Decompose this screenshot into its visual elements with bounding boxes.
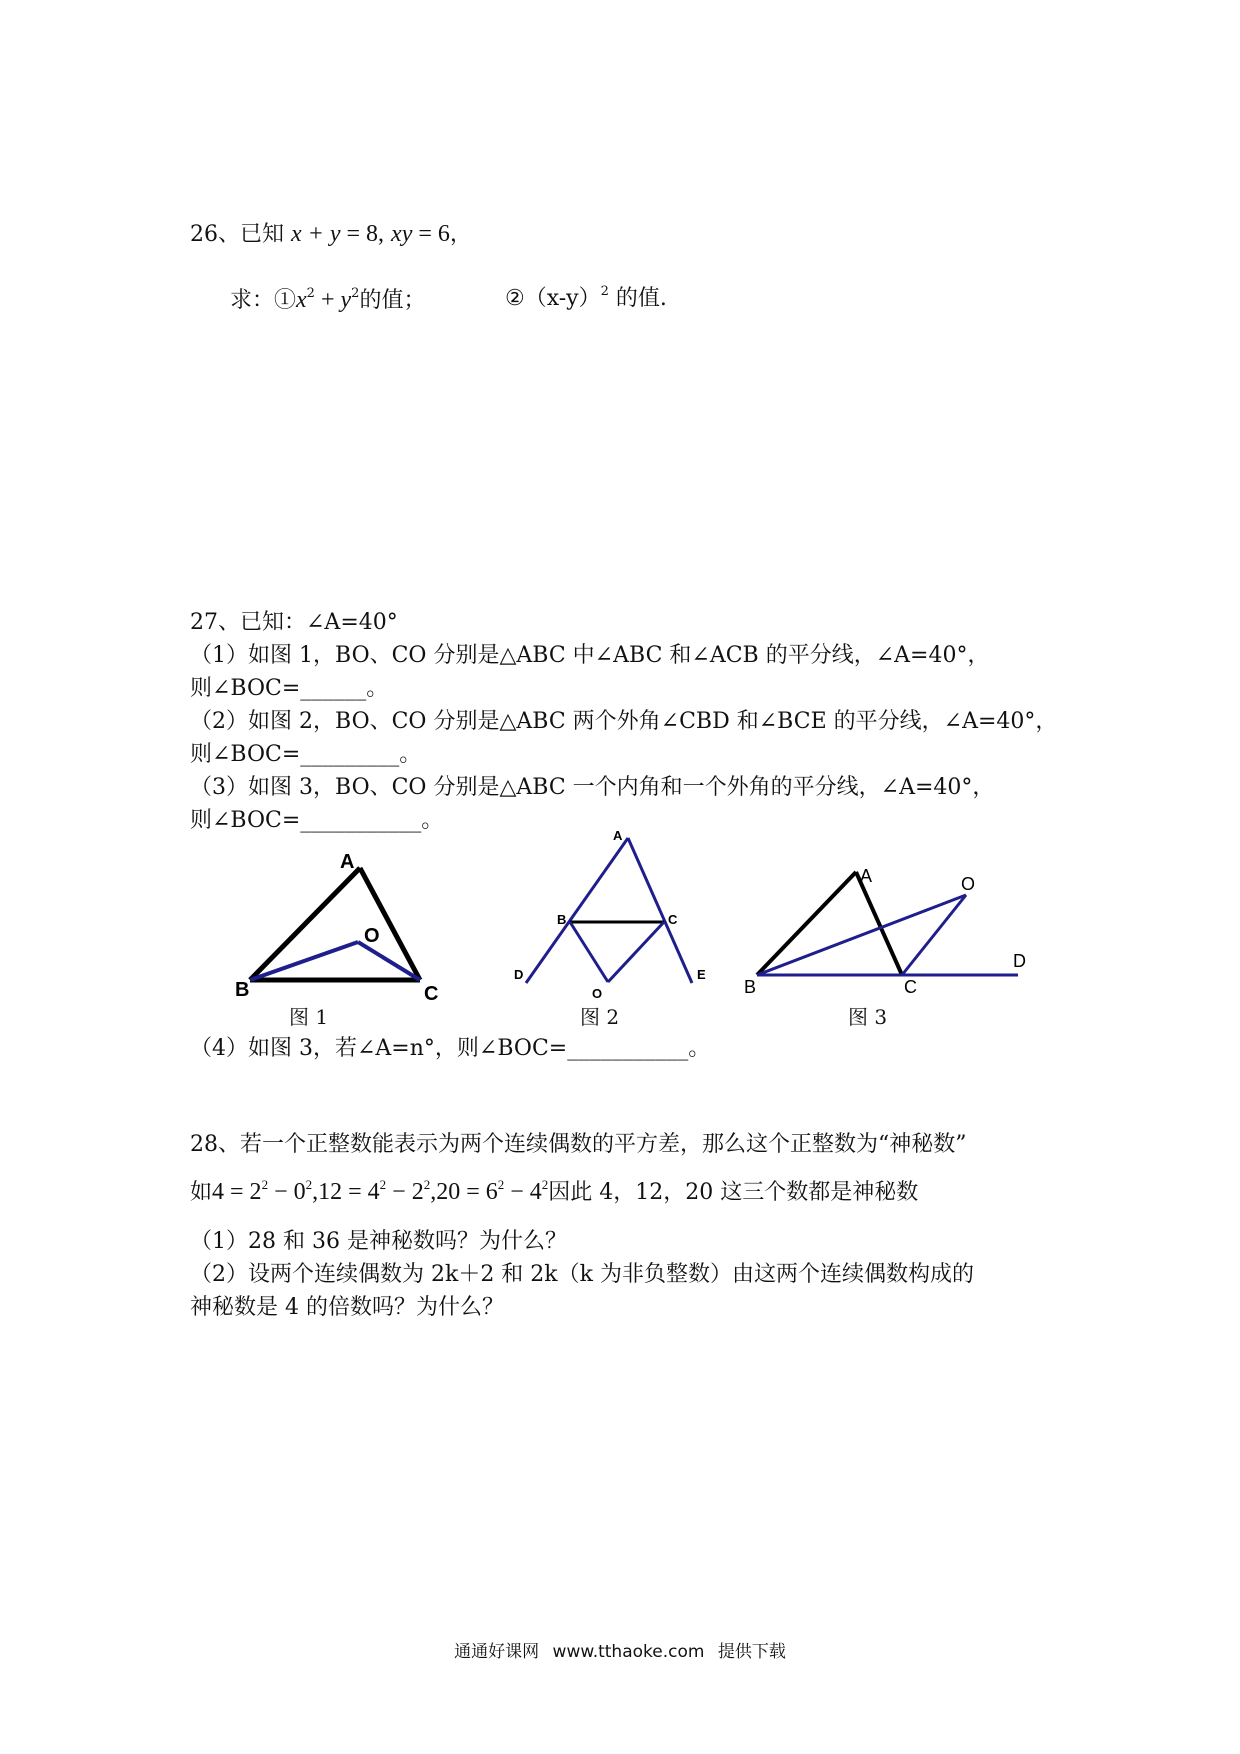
q26-part2-sup: 2: [600, 284, 609, 299]
figure-3: [744, 866, 1026, 997]
fig1-label-o: O: [364, 925, 380, 947]
fig2-bisector-co: [608, 922, 664, 982]
q27-p2a: （2）如图 2，BO、CO 分别是△ABC 两个外角∠CBD 和∠BCE 的平分线，∠A=40°，: [190, 709, 1058, 734]
figure-1: [235, 851, 438, 1005]
q26-ask-line: 求：$①x^2 + y^2$的值；: [230, 286, 426, 313]
fig2-label-c: C: [668, 912, 678, 927]
fig3-label-a: A: [860, 866, 873, 886]
fig1-label-b: B: [235, 979, 250, 1001]
fig2-label-d: D: [514, 967, 524, 982]
fig2-line-ad: [526, 838, 628, 983]
q26-part1-suffix: 的值；: [359, 288, 426, 313]
fig1-label-c: C: [424, 983, 439, 1005]
q28-ex-suffix: 因此 4，12，20 这三个数都是神秘数: [548, 1180, 919, 1205]
q26-part2-text: ②（x-y）: [505, 286, 601, 311]
fig1-caption: 图 1: [289, 1005, 329, 1029]
fig2-caption: 图 2: [580, 1005, 620, 1029]
q26-ask-prefix: 求：①: [230, 288, 297, 313]
q26-cond1-lhs: x + y: [291, 221, 341, 247]
q27-p2b: 则∠BOC=_________。: [190, 742, 422, 767]
fig2-line-ae: [628, 838, 692, 983]
q27-p1a: （1）如图 1，BO、CO 分别是△ABC 中∠ABC 和∠ACB 的平分线，∠A=40°，: [190, 643, 990, 668]
fig3-label-c: C: [904, 977, 917, 997]
q28-p1: （1）28 和 36 是神秘数吗？为什么？: [190, 1229, 567, 1254]
fig3-label-d: D: [1013, 951, 1026, 971]
q26-part2: [505, 284, 667, 311]
q26-prefix: 26、已知: [190, 222, 284, 247]
figure-2: [514, 828, 706, 1001]
q28-example: 如$4 = 2^2 - 0^2,12 = 4^2 - 2^2,20 = 6^2 - 4^2$因此 4，12，20 这三个数都是神秘数: [190, 1177, 919, 1205]
fig2-label-a: A: [613, 828, 623, 843]
fig2-label-o: O: [592, 986, 603, 1001]
fig2-bisector-bo: [570, 922, 608, 982]
q26-cond2-lhs: xy: [391, 221, 413, 247]
fig3-label-o: O: [961, 874, 976, 894]
q26-line: 26、已知 x + y = 8, xy = 6，: [190, 221, 472, 247]
q28-p2a: （2）设两个连续偶数为 2k＋2 和 2k（k 为非负整数）由这两个连续偶数构成的: [190, 1262, 974, 1287]
q26-part2-suffix: 的值.: [615, 286, 667, 311]
fig3-caption: 图 3: [848, 1005, 888, 1029]
fig2-label-b: B: [557, 912, 567, 927]
fig1-edge-ab: [250, 868, 360, 980]
q28-ex-prefix: 如: [190, 1180, 213, 1205]
q28-title: 28、若一个正整数能表示为两个连续偶数的平方差，那么这个正整数为“神秘数”: [190, 1132, 967, 1157]
fig3-label-b: B: [744, 977, 757, 997]
q27-p4: （4）如图 3，若∠A=n°，则∠BOC=___________。: [190, 1036, 711, 1061]
footer-url[interactable]: www.tthaoke.com: [552, 1642, 705, 1662]
fig2-label-e: E: [697, 967, 706, 982]
q28-p2b: 神秘数是 4 的倍数吗？为什么？: [190, 1295, 504, 1320]
page-footer: [0, 1637, 1240, 1662]
footer-note: 提供下载: [717, 1642, 786, 1662]
q27-p3a: （3）如图 3，BO、CO 分别是△ABC 一个内角和一个外角的平分线，∠A=40°，: [190, 775, 995, 800]
footer-site: 通通好课网: [454, 1642, 540, 1662]
fig3-edge-ab: [757, 872, 856, 975]
fig1-label-a: A: [340, 851, 355, 873]
q26-cond1-val: 8: [366, 221, 379, 247]
geometry-figures: [0, 820, 1240, 1020]
q27-p3b: 则∠BOC=___________。: [190, 808, 444, 833]
q27-p1b: 则∠BOC=______。: [190, 676, 389, 701]
q27-title: 27、已知：∠A=40°: [190, 610, 398, 635]
q26-cond2-val: 6: [437, 221, 450, 247]
